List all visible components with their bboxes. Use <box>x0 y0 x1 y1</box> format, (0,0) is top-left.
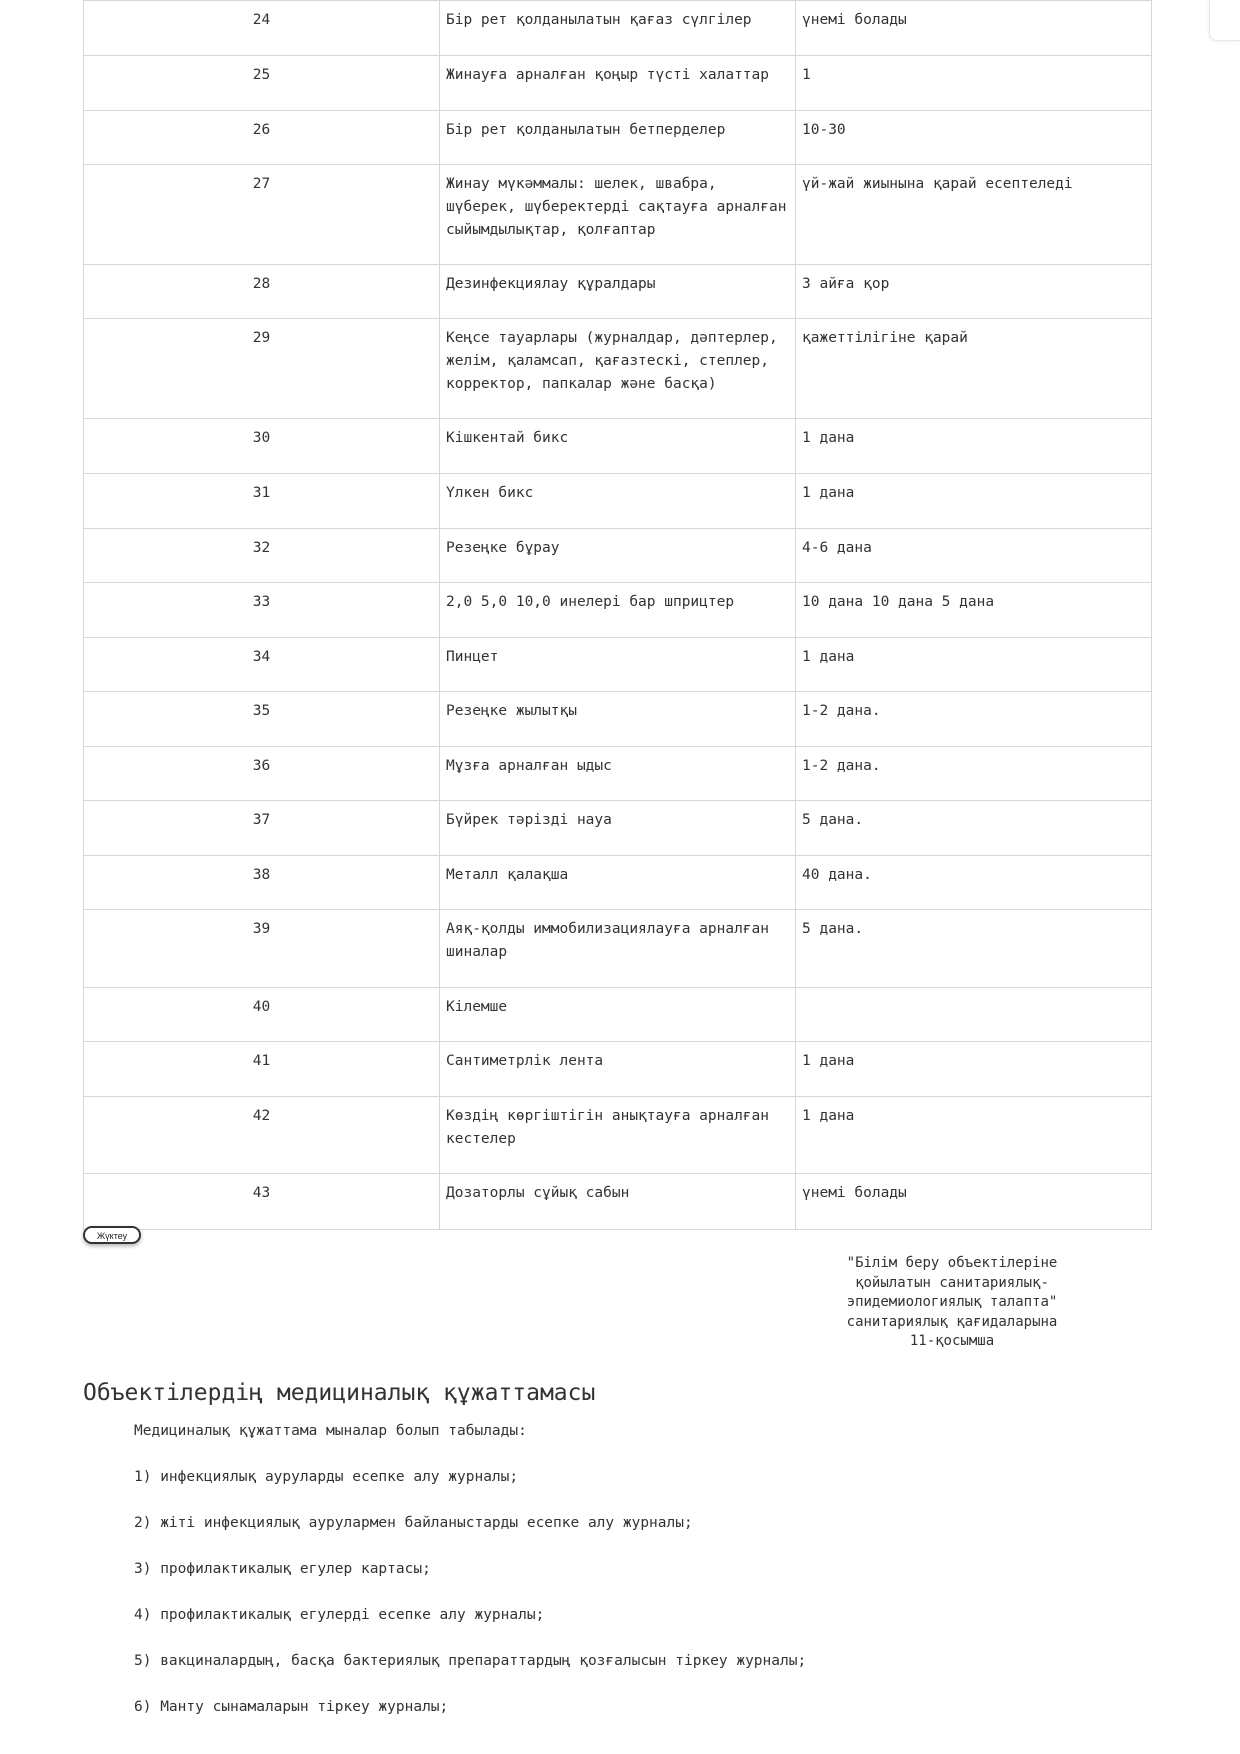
item-quantity-cell: қажеттілігіне қарай <box>796 319 1152 419</box>
item-name-cell: Бір рет қолданылатын қағаз сүлгілер <box>440 1 796 56</box>
item-name-cell: Жинауға арналған қоңыр түсті халаттар <box>440 56 796 111</box>
row-number-cell: 25 <box>84 56 440 111</box>
row-number-cell: 27 <box>84 165 440 265</box>
item-name-cell: Сантиметрлік лента <box>440 1042 796 1097</box>
item-quantity-cell: 40 дана. <box>796 856 1152 910</box>
table-row <box>84 56 1152 111</box>
item-name-cell: Резеңке жылытқы <box>440 692 796 747</box>
table-row <box>84 583 1152 638</box>
item-name-cell: Резеңке бұрау <box>440 529 796 583</box>
row-number-cell: 37 <box>84 801 440 856</box>
item-name-cell: Аяқ-қолды иммобилизациялауға арналған шиналар <box>440 910 796 988</box>
annex-note-line: 11-қосымша <box>909 1333 995 1349</box>
item-quantity-cell: 1-2 дана. <box>796 692 1152 747</box>
table-row <box>84 856 1152 910</box>
item-quantity-cell: 1 дана <box>796 1097 1152 1174</box>
table-row <box>84 265 1152 319</box>
item-quantity-cell: 5 дана. <box>796 910 1152 988</box>
download-button[interactable]: Жүктеу <box>83 1226 141 1244</box>
item-quantity-cell: 1-2 дана. <box>796 747 1152 801</box>
row-number-cell: 28 <box>84 265 440 319</box>
item-name-cell: Кішкентай бикс <box>440 419 796 474</box>
table-row <box>84 988 1152 1042</box>
list-item: 1) инфекциялық ауруларды есепке алу журналы; <box>134 1469 519 1485</box>
item-quantity-cell: 5 дана. <box>796 801 1152 856</box>
item-quantity-cell: үй-жай жиынына қарай есептеледі <box>796 165 1152 265</box>
row-number-cell: 29 <box>84 319 440 419</box>
row-number-cell: 24 <box>84 1 440 56</box>
item-name-cell: Бүйрек тәрізді науа <box>440 801 796 856</box>
table-row <box>84 319 1152 419</box>
row-number-cell: 33 <box>84 583 440 638</box>
table-row <box>84 529 1152 583</box>
table-row <box>84 801 1152 856</box>
annex-note <box>832 1254 1072 1352</box>
item-name-cell: Дозаторлы сұйық сабын <box>440 1174 796 1230</box>
item-quantity-cell: 10-30 <box>796 111 1152 165</box>
item-name-cell: Металл қалақша <box>440 856 796 910</box>
row-number-cell: 32 <box>84 529 440 583</box>
section-title: Объектілердің медициналық құжаттамасы <box>83 1380 596 1406</box>
table-row <box>84 1097 1152 1174</box>
row-number-cell: 26 <box>84 111 440 165</box>
supplies-table-body <box>84 1 1152 1230</box>
item-name-cell: Дезинфекциялау құралдары <box>440 265 796 319</box>
item-name-cell: Кілемше <box>440 988 796 1042</box>
item-quantity-cell: 1 <box>796 56 1152 111</box>
list-item: 2) жіті инфекциялық аурулармен байланыстарды есепке алу журналы; <box>134 1515 693 1531</box>
row-number-cell: 40 <box>84 988 440 1042</box>
list-item: 5) вакциналардың, басқа бактериялық препараттардың қозғалысын тіркеу журналы; <box>134 1653 807 1669</box>
annex-note-line: санитариялық қағидаларына <box>846 1313 1058 1330</box>
table-row <box>84 1174 1152 1230</box>
table-row <box>84 474 1152 529</box>
item-quantity-cell <box>796 988 1152 1042</box>
item-name-cell: Бір рет қолданылатын бетперделер <box>440 111 796 165</box>
item-name-cell: 2,0 5,0 10,0 инелері бар шприцтер <box>440 583 796 638</box>
annex-note-line: эпидемиологиялық талапта" <box>846 1294 1058 1310</box>
table-row <box>84 692 1152 747</box>
row-number-cell: 39 <box>84 910 440 988</box>
supplies-table <box>83 0 1152 1230</box>
list-item: 6) Манту сынамаларын тіркеу журналы; <box>134 1699 449 1715</box>
item-quantity-cell: үнемі болады <box>796 1174 1152 1230</box>
item-quantity-cell: 4-6 дана <box>796 529 1152 583</box>
item-quantity-cell: 3 айға қор <box>796 265 1152 319</box>
item-name-cell: Пинцет <box>440 638 796 692</box>
row-number-cell: 35 <box>84 692 440 747</box>
list-item: 4) профилактикалық егулерді есепке алу журналы; <box>134 1607 545 1623</box>
item-quantity-cell: 1 дана <box>796 638 1152 692</box>
table-row <box>84 111 1152 165</box>
section-content <box>134 1421 1134 1743</box>
item-quantity-cell: 1 дана <box>796 474 1152 529</box>
supplies-table-container <box>83 0 1151 1230</box>
table-row <box>84 1 1152 56</box>
row-number-cell: 36 <box>84 747 440 801</box>
table-row <box>84 910 1152 988</box>
row-number-cell: 34 <box>84 638 440 692</box>
item-name-cell: Көздің көргіштігін анықтауға арналған кестелер <box>440 1097 796 1174</box>
table-row <box>84 1042 1152 1097</box>
item-name-cell: Жинау мүкәммалы: шелек, швабра, шүберек, шүберектерді сақтауға арналған сыйымдылықтар, қолғаптар <box>440 165 796 265</box>
row-number-cell: 31 <box>84 474 440 529</box>
row-number-cell: 43 <box>84 1174 440 1230</box>
scroll-indicator[interactable] <box>1209 0 1240 41</box>
item-quantity-cell: 1 дана <box>796 1042 1152 1097</box>
row-number-cell: 42 <box>84 1097 440 1174</box>
table-row <box>84 638 1152 692</box>
annex-note-line: "Білім беру объектілеріне <box>846 1255 1058 1271</box>
table-row <box>84 419 1152 474</box>
item-quantity-cell: 10 дана 10 дана 5 дана <box>796 583 1152 638</box>
item-name-cell: Мұзға арналған ыдыс <box>440 747 796 801</box>
row-number-cell: 41 <box>84 1042 440 1097</box>
item-quantity-cell: үнемі болады <box>796 1 1152 56</box>
item-quantity-cell: 1 дана <box>796 419 1152 474</box>
list-item: 3) профилактикалық егулер картасы; <box>134 1561 431 1577</box>
item-name-cell: Үлкен бикс <box>440 474 796 529</box>
table-row <box>84 747 1152 801</box>
row-number-cell: 38 <box>84 856 440 910</box>
row-number-cell: 30 <box>84 419 440 474</box>
annex-note-line: қойылатын санитариялық- <box>855 1274 1049 1291</box>
table-row <box>84 165 1152 265</box>
section-intro: Медициналық құжаттама мыналар болып табылады: <box>134 1423 527 1439</box>
item-name-cell: Кеңсе тауарлары (журналдар, дәптерлер, желім, қаламсап, қағазтескі, степлер, корректор, папкалар және басқа) <box>440 319 796 419</box>
